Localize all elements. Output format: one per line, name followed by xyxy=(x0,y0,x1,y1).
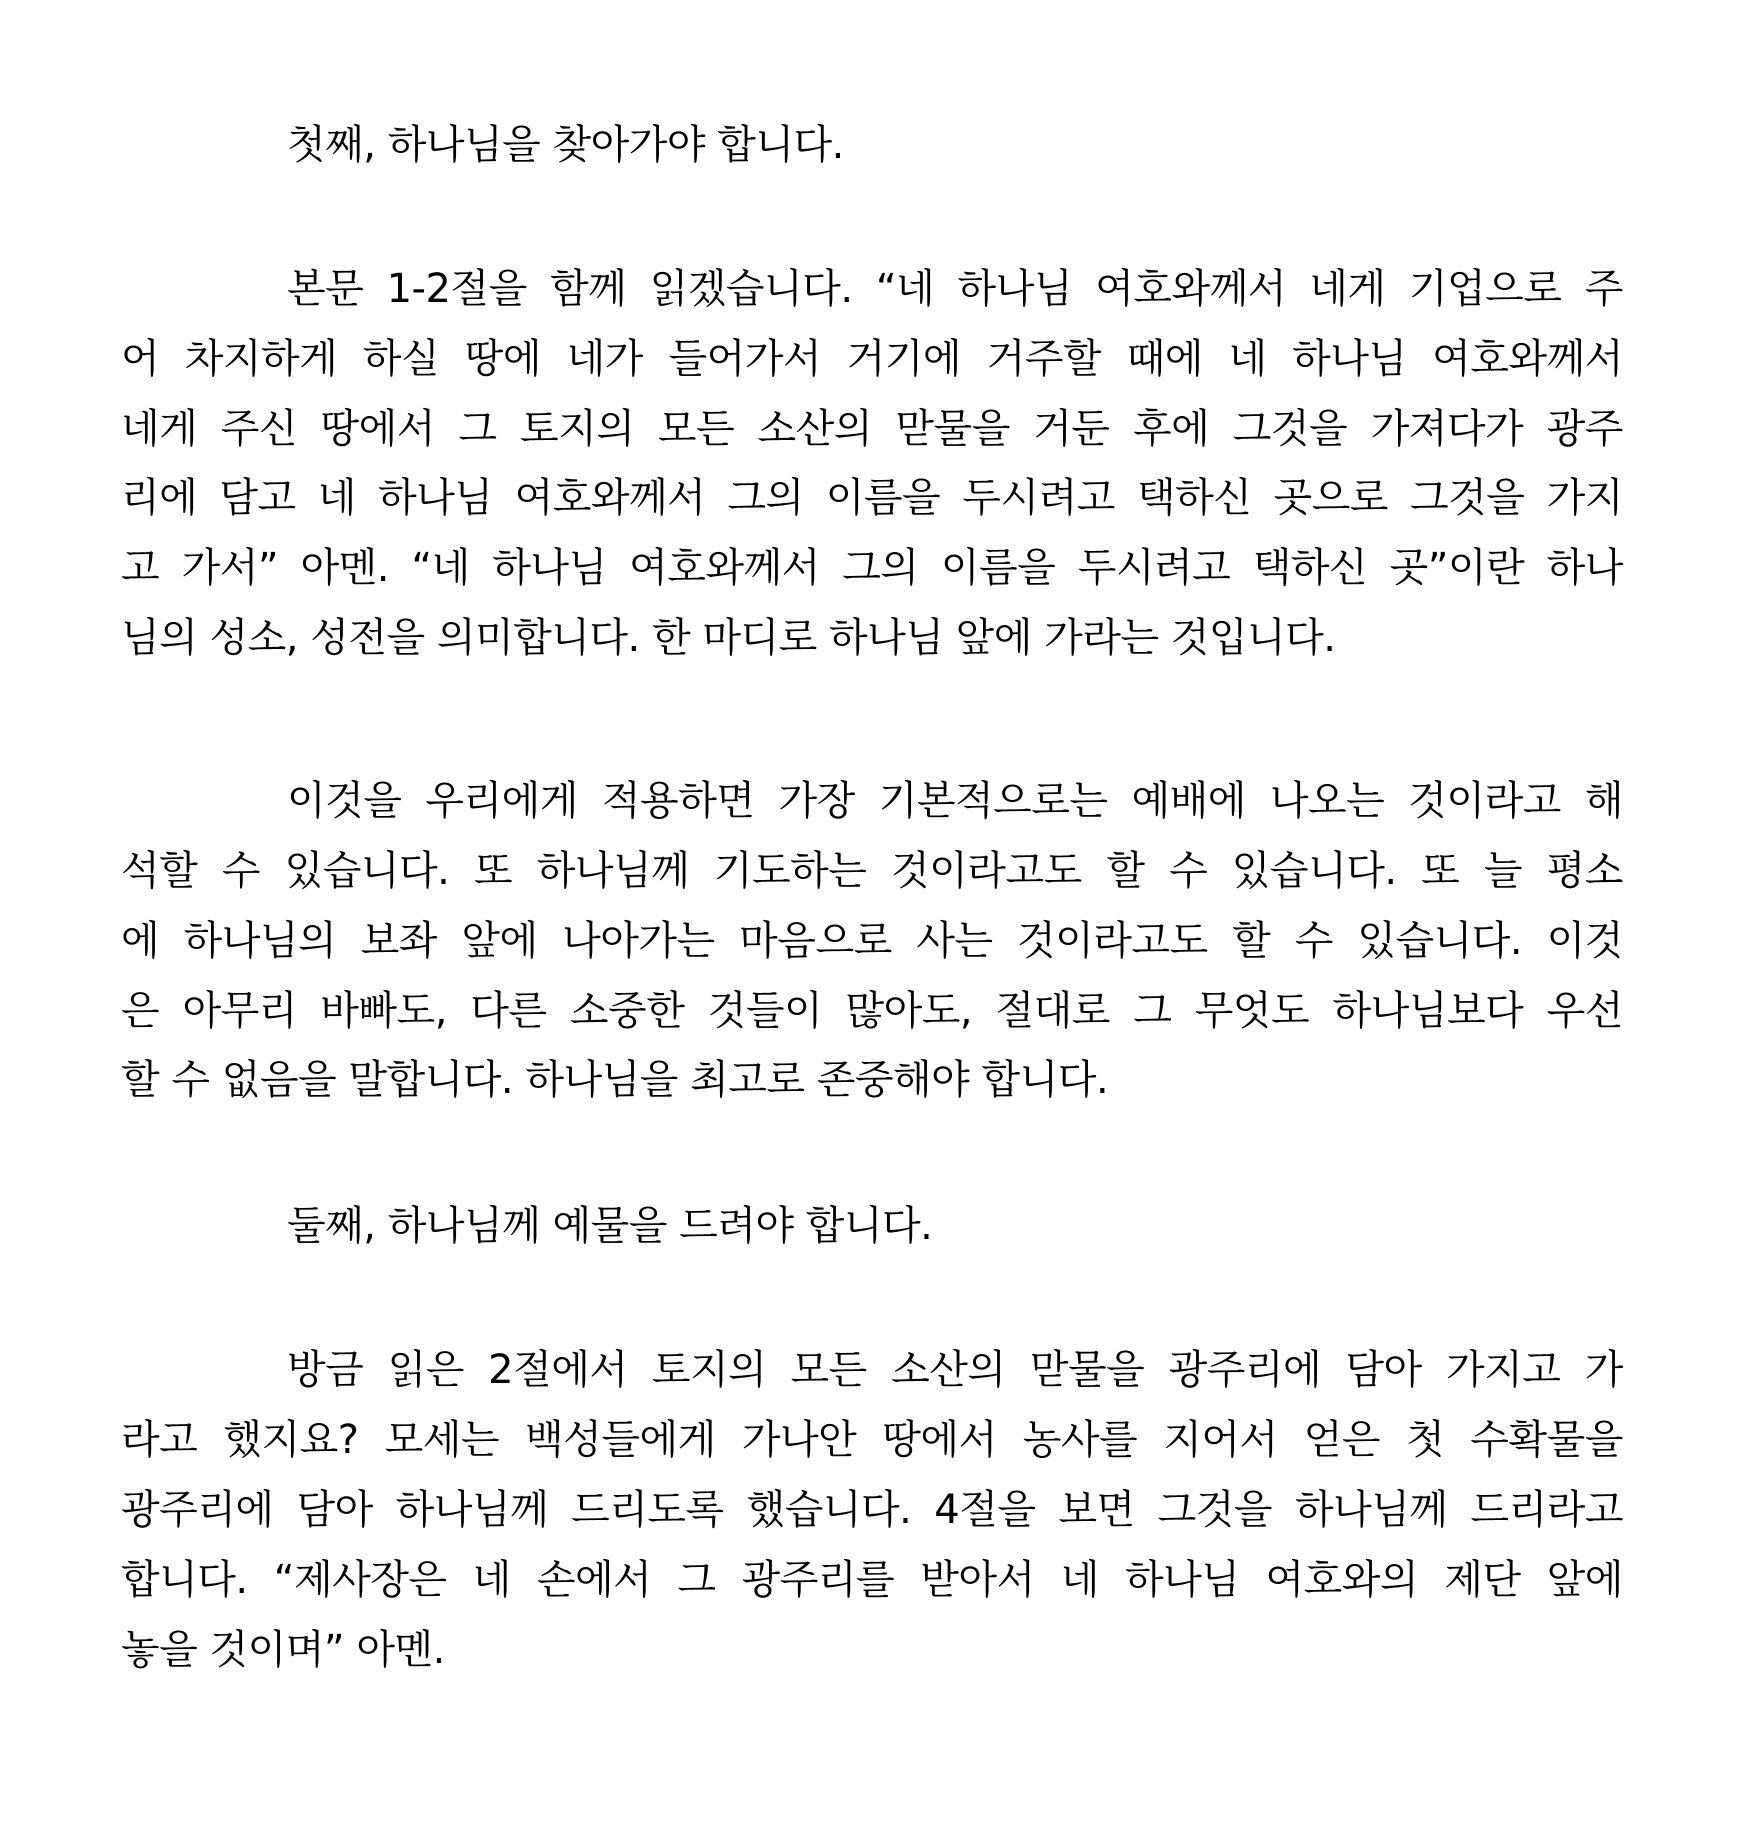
word: 바빠도, xyxy=(320,988,447,1034)
word: 그 xyxy=(677,1557,716,1603)
word: 소산의 xyxy=(757,406,872,452)
word: 제단 xyxy=(1444,1557,1521,1603)
word: 곳”이란 xyxy=(1389,545,1525,591)
paragraph-line xyxy=(287,261,1623,317)
word: 담아 xyxy=(1345,1347,1422,1393)
word: 담아 xyxy=(296,1487,373,1533)
word: 주 xyxy=(1584,266,1623,312)
word: 앞에 xyxy=(1546,1557,1623,1603)
word: 있습니다. xyxy=(1357,918,1523,964)
word: 여호와께서 xyxy=(629,545,820,591)
word: 하나님 xyxy=(492,545,607,591)
word: 네 xyxy=(472,1557,511,1603)
paragraph-line xyxy=(121,401,1623,457)
word: 때에 xyxy=(1126,336,1203,382)
word: 방금 xyxy=(287,1347,364,1393)
word: 했지요? xyxy=(223,1417,359,1463)
word: 보좌 xyxy=(360,918,437,964)
word: 이것 xyxy=(1546,918,1623,964)
word: 것이라고 xyxy=(1408,778,1561,824)
word: 모세는 xyxy=(384,1417,499,1463)
word: 절대로 xyxy=(995,988,1110,1034)
word: 땅에서 xyxy=(882,1417,997,1463)
word: 가 xyxy=(1584,1347,1623,1393)
word: 석할 xyxy=(121,848,198,894)
word: 하실 xyxy=(362,336,440,382)
word: 토지의 xyxy=(519,406,635,452)
word: 보면 xyxy=(1058,1487,1135,1533)
paragraph-line: 놓을 것이며” 아멘. xyxy=(121,1627,445,1673)
word: 우리에게 xyxy=(425,778,578,824)
word: 나오는 xyxy=(1269,778,1385,824)
word: 하나님 xyxy=(378,475,493,521)
word: 이것을 xyxy=(287,778,402,824)
word: 거둔 xyxy=(1033,406,1110,452)
word: 택하신 xyxy=(1136,475,1252,521)
word: 받아서 xyxy=(920,1557,1035,1603)
word: 사는 xyxy=(916,918,993,964)
word: 했습니다. xyxy=(746,1487,912,1533)
word: “네 xyxy=(411,545,470,591)
word: 모든 xyxy=(657,406,735,452)
word: 드리라고 xyxy=(1470,1487,1623,1533)
word: 백성들에게 xyxy=(525,1417,716,1463)
word: 읽겠습니다. xyxy=(649,266,853,312)
word: 마음으로 xyxy=(739,918,892,964)
word: 평소 xyxy=(1546,848,1623,894)
word: 드리도록 xyxy=(571,1487,724,1533)
word: 광주리에 xyxy=(121,1487,274,1533)
word: 하나님 xyxy=(1292,336,1407,382)
word: 여호와께서 xyxy=(514,475,706,521)
paragraph-line xyxy=(121,331,1623,387)
word: 그것을 xyxy=(1232,406,1348,452)
word: 주신 xyxy=(220,406,298,452)
word: 그것을 xyxy=(1410,475,1525,521)
word: 2절에서 xyxy=(488,1347,628,1393)
word: 소중한 xyxy=(569,988,685,1034)
word: 여호와께서 xyxy=(1095,266,1286,312)
word: 것이라고도 xyxy=(891,848,1082,894)
word: 아멘. xyxy=(300,545,389,591)
word: 가장 xyxy=(778,778,855,824)
word: 해 xyxy=(1584,778,1623,824)
word: 기도하는 xyxy=(713,848,867,894)
word: 본문 xyxy=(287,266,364,312)
paragraph-line: 할 수 없음을 말합니다. 하나님을 최고로 존중해야 합니다. xyxy=(121,1057,1109,1103)
word: 고 xyxy=(121,545,160,591)
paragraph-line xyxy=(287,773,1623,829)
word: 그의 xyxy=(842,545,919,591)
word: 가나안 xyxy=(741,1417,857,1463)
word: 합니다. xyxy=(121,1557,248,1603)
word: 수 xyxy=(221,848,261,894)
word: 아무리 xyxy=(182,988,297,1034)
word: 담고 xyxy=(219,475,296,521)
word: 기업으로 xyxy=(1408,266,1562,312)
paragraph-line xyxy=(121,470,1623,526)
word: 네 xyxy=(1228,336,1267,382)
word: 기본적으로는 xyxy=(878,778,1108,824)
word: 것이라고도 xyxy=(1016,918,1208,964)
word: 그 xyxy=(1133,988,1172,1034)
word: 리에 xyxy=(121,475,198,521)
word: 있습니다. xyxy=(1231,848,1397,894)
paragraph-line xyxy=(287,1342,1623,1398)
word: “제사장은 xyxy=(273,1557,447,1603)
word: 또 xyxy=(473,848,513,894)
word: 네가 xyxy=(566,336,643,382)
word: 택하신 xyxy=(1252,545,1368,591)
word: 가지고 xyxy=(1446,1347,1561,1393)
word: 소산의 xyxy=(891,1347,1006,1393)
word: 하나님께 xyxy=(395,1487,549,1533)
word: 네게 xyxy=(121,406,198,452)
word: 그 xyxy=(458,406,497,452)
word: 하나님의 xyxy=(183,918,337,964)
word: 하나님 xyxy=(1125,1557,1240,1603)
heading-first: 첫째, 하나님을 찾아가야 합니다. xyxy=(287,122,844,168)
word: 여호와께서 xyxy=(1432,336,1623,382)
word: “네 xyxy=(875,266,935,312)
word: 할 xyxy=(1106,848,1145,894)
word: 함께 xyxy=(550,266,627,312)
word: 이름을 xyxy=(940,545,1056,591)
word: 두시려고 xyxy=(1077,545,1231,591)
word: 수 xyxy=(1169,848,1208,894)
word: 그의 xyxy=(727,475,804,521)
word: 에 xyxy=(121,918,160,964)
word: 그것을 xyxy=(1157,1487,1273,1533)
word: 할 xyxy=(1232,918,1271,964)
word: 앞에 xyxy=(461,918,538,964)
word: 은 xyxy=(121,988,160,1034)
paragraph-line xyxy=(121,1552,1623,1608)
word: 가져다가 xyxy=(1370,406,1524,452)
word: 곳으로 xyxy=(1273,475,1388,521)
paragraph-line xyxy=(121,843,1623,899)
paragraph-line xyxy=(121,1482,1623,1538)
paragraph-line: 님의 성소, 성전을 의미합니다. 한 마디로 하나님 앞에 가라는 것입니다. xyxy=(121,615,1336,661)
word: 후에 xyxy=(1133,406,1210,452)
word: 1-2절을 xyxy=(386,266,527,312)
word: 거주할 xyxy=(986,336,1101,382)
heading-second: 둘째, 하나님께 예물을 드려야 합니다. xyxy=(287,1203,933,1249)
word: 손에서 xyxy=(536,1557,652,1603)
word: 네게 xyxy=(1309,266,1386,312)
paragraph-line xyxy=(121,1412,1623,1468)
word: 하나님 xyxy=(957,266,1072,312)
word: 두시려고 xyxy=(962,475,1115,521)
word: 늘 xyxy=(1483,848,1523,894)
word: 예배에 xyxy=(1131,778,1246,824)
word: 이름을 xyxy=(825,475,941,521)
word: 거기에 xyxy=(846,336,961,382)
word: 광주리를 xyxy=(741,1557,895,1603)
word: 여호와의 xyxy=(1265,1557,1419,1603)
word: 4절을 xyxy=(934,1487,1036,1533)
word: 있습니다. xyxy=(284,848,450,894)
word: 광주리에 xyxy=(1168,1347,1322,1393)
word: 땅에 xyxy=(464,336,541,382)
word: 광주 xyxy=(1546,406,1623,452)
word: 라고 xyxy=(121,1417,198,1463)
word: 나아가는 xyxy=(562,918,715,964)
word: 맏물을 xyxy=(895,406,1010,452)
word: 수 xyxy=(1294,918,1333,964)
word: 첫 xyxy=(1406,1417,1445,1463)
word: 또 xyxy=(1421,848,1460,894)
word: 하나님께 xyxy=(1294,1487,1448,1533)
word: 네 xyxy=(1060,1557,1099,1603)
word: 맏물을 xyxy=(1029,1347,1145,1393)
word: 읽은 xyxy=(387,1347,464,1393)
paragraph-line xyxy=(121,913,1623,969)
word: 땅에서 xyxy=(320,406,435,452)
word: 하나님보다 xyxy=(1332,988,1524,1034)
word: 가지 xyxy=(1546,475,1623,521)
word: 수확물을 xyxy=(1470,1417,1623,1463)
word: 차지하게 xyxy=(184,336,338,382)
paragraph-line xyxy=(121,540,1623,596)
word: 토지의 xyxy=(651,1347,767,1393)
word: 다른 xyxy=(470,988,547,1034)
word: 어 xyxy=(121,336,160,382)
word: 우선 xyxy=(1546,988,1623,1034)
word: 하나님께 xyxy=(536,848,690,894)
word: 무엇도 xyxy=(1194,988,1310,1034)
word: 가서” xyxy=(181,545,279,591)
word: 것들이 xyxy=(707,988,823,1034)
word: 많아도, xyxy=(845,988,973,1034)
word: 얻은 xyxy=(1303,1417,1381,1463)
word: 모든 xyxy=(790,1347,867,1393)
paragraph-line xyxy=(121,983,1623,1039)
word: 적용하면 xyxy=(601,778,755,824)
word: 지어서 xyxy=(1163,1417,1278,1463)
word: 농사를 xyxy=(1022,1417,1138,1463)
word: 하나 xyxy=(1546,545,1623,591)
word: 네 xyxy=(317,475,356,521)
word: 들어가서 xyxy=(668,336,821,382)
